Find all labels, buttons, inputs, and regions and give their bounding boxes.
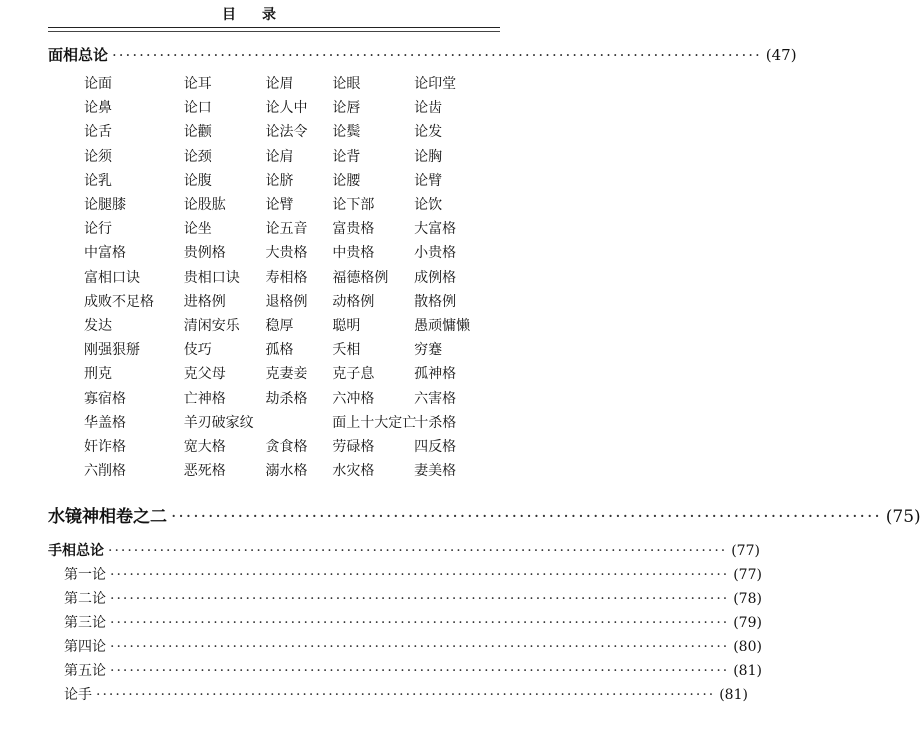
toc-subentry-label: 第四论 [64, 639, 106, 655]
topic-row [84, 337, 484, 361]
topic-item[interactable]: 动格例 [332, 293, 375, 310]
topic-item[interactable]: 华盖格 [84, 414, 126, 431]
topic-item[interactable]: 亡神格 [183, 390, 226, 407]
topic-item[interactable]: 论股肱 [183, 197, 226, 214]
topic-item[interactable]: 小贵格 [414, 245, 457, 262]
topic-item[interactable]: 大贵格 [265, 245, 308, 262]
topic-item[interactable]: 论颈 [183, 148, 212, 165]
topic-item[interactable]: 论肩 [265, 148, 294, 165]
topic-row [84, 71, 484, 95]
header-rule-bottom [48, 31, 500, 32]
topic-row [84, 434, 484, 458]
topic-row [84, 192, 484, 216]
topic-row [84, 144, 484, 168]
topic-row [84, 385, 484, 409]
topic-item[interactable]: 论坐 [183, 221, 212, 238]
leader-dots: ································································································ [110, 567, 730, 583]
topic-item[interactable]: 面上十大定亡 [332, 414, 417, 431]
topic-item[interactable]: 克子息 [332, 366, 375, 383]
topic-item[interactable]: 劫杀格 [265, 390, 308, 407]
topic-row [84, 313, 484, 337]
topic-item[interactable]: 成败不足格 [84, 293, 154, 310]
toc-subentry[interactable] [64, 684, 748, 704]
leader-dots: ································································································ [96, 687, 716, 703]
topic-item[interactable]: 论口 [183, 100, 212, 117]
topic-item[interactable]: 愚顽慵懒 [414, 317, 471, 334]
leader-dots: ································································································ [110, 591, 730, 607]
topic-item[interactable]: 六冲格 [332, 390, 375, 407]
topic-item[interactable]: 六害格 [414, 390, 457, 407]
toc-entry-label: 面相总论 [48, 46, 109, 64]
toc-subentry-label: 第二论 [64, 591, 106, 607]
topic-row [84, 289, 484, 313]
topic-item[interactable]: 贵相口诀 [183, 269, 240, 286]
topic-item[interactable]: 水灾格 [332, 463, 375, 480]
topic-item[interactable]: 论舌 [84, 124, 112, 141]
leader-dots: ································································································ [108, 543, 728, 559]
topic-item[interactable]: 大富格 [414, 221, 457, 238]
topic-item[interactable]: 贵例格 [183, 245, 226, 262]
toc-entry-volume-two[interactable] [48, 502, 921, 527]
topic-item[interactable]: 退格例 [265, 293, 308, 310]
toc-subentry-page: (81) [733, 663, 762, 679]
topic-row [84, 95, 484, 119]
topic-item[interactable]: 四反格 [414, 438, 457, 455]
topic-row [84, 119, 484, 143]
topic-item[interactable]: 论乳 [84, 172, 112, 189]
topic-grid [84, 71, 484, 482]
topic-item[interactable]: 论胸 [414, 148, 443, 165]
topic-item[interactable]: 穷蹇 [414, 342, 443, 359]
leader-dots: ································································································ [110, 639, 730, 655]
topic-item[interactable]: 成例格 [414, 269, 457, 286]
topic-item[interactable]: 论鬓 [332, 124, 361, 141]
topic-row [84, 410, 484, 434]
topic-row [84, 216, 484, 240]
topic-item[interactable]: 论发 [414, 124, 443, 141]
topic-item[interactable]: 中富格 [84, 245, 126, 262]
topic-item[interactable]: 论眉 [265, 76, 294, 93]
toc-subentry-label: 第一论 [64, 567, 106, 583]
topic-item[interactable]: 论下部 [332, 197, 375, 214]
topic-item[interactable]: 寿相格 [265, 269, 308, 286]
toc-entry-label: 水镜神相卷之二 [48, 507, 167, 527]
topic-item[interactable]: 奸诈格 [84, 438, 126, 455]
topic-item[interactable]: 富相口诀 [84, 269, 140, 286]
toc-subentry-page: (80) [733, 639, 762, 655]
topic-item[interactable]: 伎巧 [183, 342, 212, 359]
topic-item[interactable]: 论须 [84, 148, 112, 165]
toc-entry-page: (77) [731, 543, 760, 559]
topic-item[interactable]: 夭相 [332, 342, 361, 359]
toc-entry-face-general[interactable] [48, 44, 797, 65]
topic-item[interactable]: 溺水格 [265, 463, 308, 480]
toc-subentry[interactable] [64, 636, 762, 656]
topic-row [84, 265, 484, 289]
topic-item[interactable]: 恶死格 [183, 463, 226, 480]
topic-item[interactable]: 论齿 [414, 100, 443, 117]
topic-item[interactable]: 发达 [84, 317, 112, 334]
topic-item[interactable]: 孤格 [265, 342, 294, 359]
leader-dots: ································································································ [110, 663, 730, 679]
topic-item[interactable]: 克妻妾 [265, 366, 308, 383]
topic-item[interactable]: 六削格 [84, 463, 126, 480]
toc-subentry-page: (78) [733, 591, 762, 607]
toc-subentry-page: (81) [719, 687, 748, 703]
topic-item[interactable]: 论臂 [414, 172, 443, 189]
leader-dots: ································································································ [112, 46, 762, 64]
topic-item[interactable]: 散格例 [414, 293, 457, 310]
topic-row [84, 458, 484, 482]
toc-subentry[interactable] [64, 564, 762, 584]
toc-subentry-label: 第五论 [64, 663, 106, 679]
topic-item[interactable]: 论脐 [265, 172, 294, 189]
topic-item[interactable]: 论鼻 [84, 100, 112, 117]
topic-item[interactable]: 羊刃破家纹 [183, 414, 254, 431]
topic-item[interactable]: 中贵格 [332, 245, 375, 262]
topic-item[interactable]: 富贵格 [332, 221, 375, 238]
topic-item[interactable]: 福德格例 [332, 269, 389, 286]
topic-item[interactable]: 论背 [332, 148, 361, 165]
topic-item[interactable]: 论印堂 [414, 76, 457, 93]
topic-item[interactable]: 论饮 [414, 197, 443, 214]
toc-entry-hand-general[interactable] [48, 540, 760, 560]
topic-item[interactable]: 论耳 [183, 76, 212, 93]
leader-dots: ································································································ [171, 507, 882, 527]
topic-item[interactable]: 贪食格 [265, 438, 308, 455]
toc-entry-label: 手相总论 [48, 543, 104, 559]
toc-subentry-label: 第三论 [64, 615, 106, 631]
topic-item[interactable]: 清闲安乐 [183, 317, 240, 334]
toc-subentry[interactable] [64, 660, 762, 680]
topic-item[interactable]: 论人中 [265, 100, 308, 117]
topic-item[interactable]: 论五音 [265, 221, 308, 238]
toc-subentry-page: (77) [733, 567, 762, 583]
topic-item[interactable]: 聪明 [332, 317, 361, 334]
topic-item[interactable]: 寡宿格 [84, 390, 126, 407]
toc-entry-page: (75) [885, 507, 921, 527]
topic-item[interactable]: 刑克 [84, 366, 112, 383]
topic-row [84, 168, 484, 192]
toc-subentry[interactable] [64, 612, 762, 632]
topic-item[interactable]: 克父母 [183, 366, 226, 383]
topic-row [84, 240, 484, 264]
topic-item[interactable]: 妻美格 [414, 463, 457, 480]
topic-item[interactable]: 论法令 [265, 124, 308, 141]
topic-item[interactable]: 论眼 [332, 76, 361, 93]
toc-subentry-label: 论手 [64, 687, 92, 703]
topic-row [84, 361, 484, 385]
toc-subentry[interactable] [64, 588, 762, 608]
topic-item[interactable]: 论腹 [183, 172, 212, 189]
toc-subentry-page: (79) [733, 615, 762, 631]
topic-item[interactable]: 论面 [84, 76, 112, 93]
topic-item[interactable]: 论腿膝 [84, 197, 126, 214]
topic-item[interactable]: 劳碌格 [332, 438, 375, 455]
page-header-title: 目录 [222, 7, 302, 23]
topic-item[interactable]: 论行 [84, 221, 112, 238]
topic-item[interactable]: 论腰 [332, 172, 361, 189]
header-rule-top [48, 27, 500, 28]
topic-item[interactable]: 论颧 [183, 124, 212, 141]
topic-item[interactable]: 稳厚 [265, 317, 294, 334]
topic-item[interactable]: 孤神格 [414, 366, 457, 383]
topic-item[interactable]: 刚强狠掰 [84, 342, 140, 359]
topic-item[interactable]: 论臂 [265, 197, 294, 214]
topic-item[interactable]: 进格例 [183, 293, 226, 310]
topic-item[interactable]: 宽大格 [183, 438, 226, 455]
toc-entry-page: (47) [765, 46, 797, 64]
topic-item[interactable]: 十杀格 [414, 414, 457, 431]
leader-dots: ································································································ [110, 615, 730, 631]
topic-item[interactable]: 论唇 [332, 100, 361, 117]
